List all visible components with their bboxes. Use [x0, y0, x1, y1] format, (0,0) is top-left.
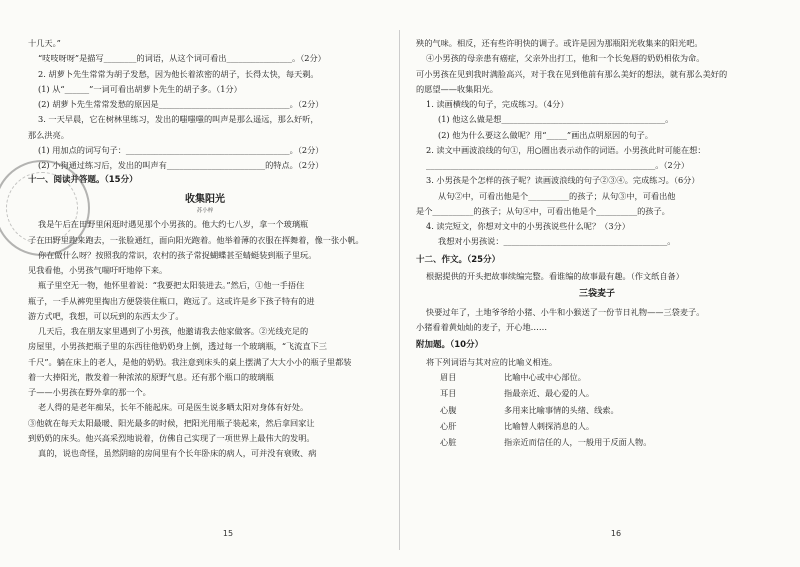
definition-meaning: 指亲近而信任的人，一般用于反面人物。 [504, 437, 652, 447]
definition-term: 耳目 [440, 388, 457, 399]
composition-prompt: 根据提供的开头把故事续编完整。看谁编的故事最有趣。（作文纸自备） [426, 271, 684, 282]
page-number: 15 [222, 529, 234, 538]
section-heading: 附加题。（10分） [416, 340, 484, 351]
composition-text: 快要过年了，土地爷爷给小猪、小牛和小猴送了一份节日礼物——三袋麦子。 [426, 306, 705, 317]
composition-title: 三袋麦子 [578, 289, 615, 300]
question-line: (1) 从“______”一词可看出胡萝卜先生的胡子多。（1分） [38, 83, 242, 94]
story-line: 瓶子里空无一物，他怀里着说：“我要把太阳装进去。”然后，①他一手捂住 [38, 280, 305, 291]
question-line: ________________________________________________________。（2分） [426, 160, 690, 170]
question-line: (1) 用加点的词写句子：________________________________________。（2分） [38, 144, 324, 155]
bonus-prompt: 将下列词语与其对应的比喻义相连。 [426, 356, 558, 367]
definition-row [416, 421, 778, 431]
definition-meaning: 比喻替人刺探消息的人。 [504, 420, 595, 431]
story-line: 你在做什么呀？按照我的常识，农村的孩子常捉蝴蝶甚至蜻蜓装到瓶子里玩。 [38, 249, 317, 260]
story-line: 真的，说也奇怪，虽然阴暗的房间里有个长年卧床的病人，可并没有衰败、病 [38, 448, 317, 458]
question-line: (2) 他为什么要这么做呢？用“_____”画出点明原因的句子。 [438, 129, 653, 140]
story-line: 我是午后在田野里闲逛时遇见那个小男孩的。他大约七八岁，拿一个玻璃瓶 [38, 219, 309, 230]
story-line: 瓶子，一手从裤兜里掏出方便袋装住瓶口，跑远了。这或许是乡下孩子特有的进 [28, 295, 315, 306]
right-page [400, 0, 800, 567]
question-line: 3. 小男孩是个怎样的孩子呢？读画波浪线的句子②③④。完成练习。（6分） [426, 175, 700, 186]
story-line: 房屋里，小男孩把瓶子里的东西往他奶奶身上倒，透过每一个玻璃瓶，“飞流直下三 [28, 341, 327, 352]
definition-meaning: 多用来比喻事情的头绪、线索。 [504, 404, 619, 415]
story-body [28, 219, 382, 458]
section-heading: 十二、作文。（25分） [416, 254, 501, 265]
definition-term: 心脏 [440, 437, 457, 447]
question-line: (2) 胡萝卜先生常常发愁的原因是________________________________。（2分） [38, 99, 324, 109]
story-line: ③他就在每天太阳最暖、阳光最多的时候，把阳光用瓶子装起来，然后拿回家让 [28, 417, 315, 428]
definition-meaning: 比喻中心或中心部位。 [504, 372, 586, 382]
section-heading: 十一、阅读并答题。（15分） [28, 175, 138, 186]
story-line: 子——小男孩在野外拿的那一个。 [28, 387, 151, 397]
definition-term: 眉目 [440, 372, 457, 382]
story-line: 到奶奶的床头。他兴高采烈地说着，仿佛自己实现了一项世界上最伟大的发明。 [28, 432, 315, 443]
question-line: 那么洪亮。 [28, 129, 69, 140]
story-line: 着一大捧阳光，散发着一种浓浓的原野气息。还有那个瓶口的玻璃瓶 [28, 371, 274, 382]
question-line: 2. 胡萝卜先生常常为胡子发愁，因为他长着浓密的胡子，长得太快，每天剃。 [38, 68, 319, 79]
question-line: “吱吱呀呀”是描写________的词语，从这个词可看出________________。（2分） [38, 53, 326, 64]
definition-list [416, 372, 778, 447]
definition-term: 心肝 [440, 420, 457, 431]
story-line: 子在田野里跑来跑去，一张脸通红，面向阳光跑着。他举着薄的衣服在挥舞着，像一张小帆。 [28, 234, 364, 245]
question-line: 2. 读文中画波浪线的句①，用○圈出表示动作的词语。小男孩此时可能在想： [426, 144, 706, 155]
question-line: (2) 小狗通过练习后，发出的叫声有________________________的特点。（2分） [38, 160, 324, 170]
question-line: 从句②中，可看出他是个__________的孩子；从句③中，可看出他 [438, 190, 676, 201]
story-line: ④小男孩的母亲患有癌症，父亲外出打工，他和一个长兔唇的奶奶相依为命。 [426, 53, 705, 64]
story-line: 老人得的是老年痴呆，长年不能起床。可是医生说多晒太阳对身体有好处。 [38, 402, 309, 413]
question-line: 是个__________的孩子；从句④中，可看出他是个__________的孩子。 [416, 205, 670, 216]
question-line: 4. 读完短文，你想对文中的小男孩说些什么呢？（3分） [426, 221, 630, 231]
question-line: (1) 他这么做是想________________________________________。 [438, 114, 674, 125]
text-line: 十几天。” [28, 38, 61, 48]
story-line: 的愿望——收集阳光。 [416, 83, 498, 94]
story-line: 见我看他，小男孩气喘吁吁地停下来。 [28, 265, 168, 275]
question-line: 3. 一天早晨，它在树林里练习，发出的嗤嗤嗤的叫声是那么遥远，那么好听， [38, 114, 319, 125]
story-line: 游方式吧，我想，可以玩到的东西太少了。 [28, 310, 184, 321]
definition-meaning: 指最亲近、最心爱的人。 [504, 388, 595, 399]
story-line: 殃的气味。相反，还有些许明快的调子。或许是因为那瓶阳光收集来的阳光吧。 [416, 38, 703, 48]
story-line: 可小男孩在见到我时满脸高兴，对于我在见到他前有那么美好的想法，就有那么美好的 [416, 68, 728, 79]
definition-row [416, 437, 778, 447]
story-title: 收集阳光 [185, 193, 225, 205]
definition-row [416, 388, 778, 398]
composition-text: 小猪看着黄灿灿的麦子，开心地…… [416, 321, 548, 332]
story-line: 几天后，我在朋友家里遇到了小男孩，他邀请我去他家做客。②光线充足的 [38, 326, 309, 336]
story-author: 苏小梓 [196, 208, 214, 215]
question-line: 1. 读画横线的句子，完成练习。（4分） [426, 99, 569, 109]
definition-row [416, 372, 778, 382]
story-line: 千尺”。躺在床上的老人，是他的奶奶。我注意到床头的桌上摆满了大大小小的瓶子里都装 [28, 356, 352, 367]
question-line: 我想对小男孩说：________________________________________。 [438, 236, 676, 247]
definition-row [416, 405, 778, 415]
definition-term: 心腹 [440, 404, 457, 415]
page-number: 16 [610, 529, 622, 538]
